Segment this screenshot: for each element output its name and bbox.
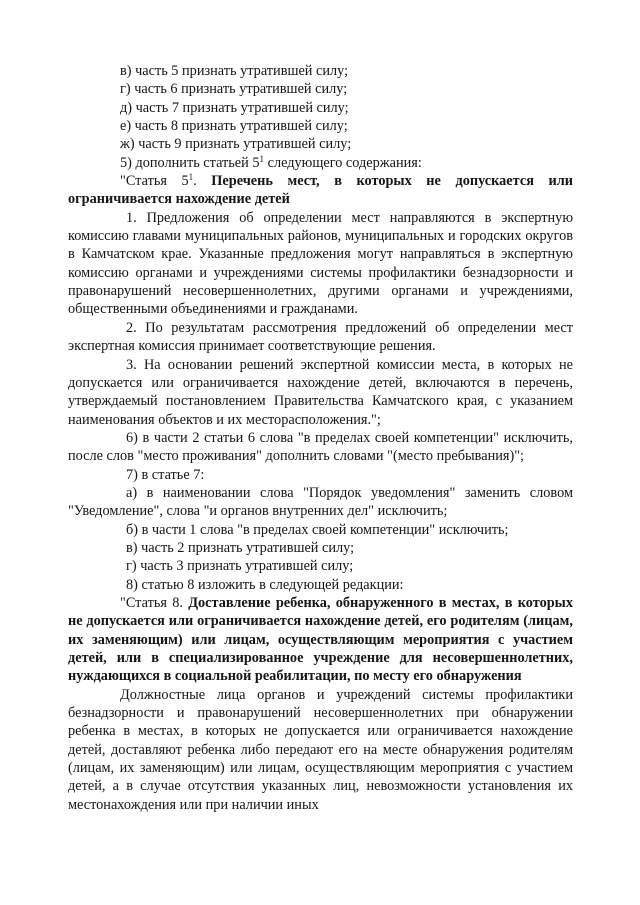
article-8-body: Должностные лица органов и учреждений системы профилактики безнадзорности и правонарушений несовершеннолетних при обнаружении ребенка в местах, в которых не допускается или ограничивается нахождение детей, доставляют ребенка либо передают его на месте обнаружения родителям (лицам, их заменяющим) или лицам, осуществляющим мероприятия с участием детей, а в случае отсутствия указанных лиц, невозможности установления их местонахождения или при наличии иных (68, 686, 573, 813)
point-7-v: в) часть 2 признать утратившей силу; (126, 539, 355, 556)
article-5-1-part-3: 3. На основании решений экспертной комиссии места, в которых не допускается или ограничивается нахождение детей, включаются в перечень, утверждаемый постановлением Правительства Камчатского края, с указанием наименования объектов и их месторасположения."; (68, 356, 573, 428)
article-5-1-heading (68, 172, 573, 209)
point-5-text: 5) дополнить статьей 5 (120, 154, 260, 171)
point-5-superscript: 1 (259, 153, 265, 164)
point-5-tail: следующего содержания: (264, 154, 422, 171)
item-g: г) часть 6 признать утратившей силу; (120, 81, 348, 98)
point-7: 7) в статье 7: (126, 466, 205, 483)
article-5-1-prefix: "Статья 5 (120, 173, 189, 190)
point-5 (68, 154, 573, 172)
point-7-g: г) часть 3 признать утратившей силу; (126, 558, 354, 575)
article-5-1-superscript: 1 (188, 172, 194, 183)
point-6: 6) в части 2 статьи 6 слова "в пределах своей компетенции" исключить, после слов "место проживания" дополнить словами "(место пребывания)"; (68, 429, 573, 465)
item-v: в) часть 5 признать утратившей силу; (120, 63, 349, 79)
item-d: д) часть 7 признать утратившей силу; (120, 99, 349, 116)
point-7-b: б) в части 1 слова "в пределах своей компетенции" исключить; (126, 521, 509, 538)
item-zh: ж) часть 9 признать утратившей силу; (120, 136, 352, 153)
document-body (68, 62, 573, 814)
article-5-1-dot: . (193, 173, 197, 190)
point-8: 8) статью 8 изложить в следующей редакции: (126, 576, 404, 593)
article-5-1-part-2: 2. По результатам рассмотрения предложений об определении мест экспертная комиссия принимает соответствующие решения. (68, 319, 573, 355)
article-5-1-title: Перечень мест, в которых не допускается или ограничивается нахождение детей (68, 173, 573, 208)
point-7-a: а) в наименовании слова "Порядок уведомления" заменить словом "Уведомление", слова "и органов внутренних дел" исключить; (68, 484, 573, 520)
article-8-prefix: "Статья 8. (120, 594, 183, 611)
article-8-heading (68, 594, 573, 686)
article-8-title: Доставление ребенка, обнаруженного в местах, в которых не допускается или ограничивается нахождение детей, его родителям (лицам, их заменяющим) или лицам, осуществляющим мероприятия с участием детей, или в специализированное учреждение для несовершеннолетних, нуждающихся в социальной реабилитации, по месту его обнаружения (68, 594, 573, 685)
item-e: е) часть 8 признать утратившей силу; (120, 118, 348, 135)
article-5-1-part-1: 1. Предложения об определении мест направляются в экспертную комиссию главами муниципальных районов, муниципальных и городских округов в Камчатском крае. Указанные предложения могут направляться в экспертную комиссию органами и учреждениями системы профилактики безнадзорности и правонарушений несовершеннолетних, другими органами и учреждениями, общественными объединениями и гражданами. (68, 209, 573, 318)
